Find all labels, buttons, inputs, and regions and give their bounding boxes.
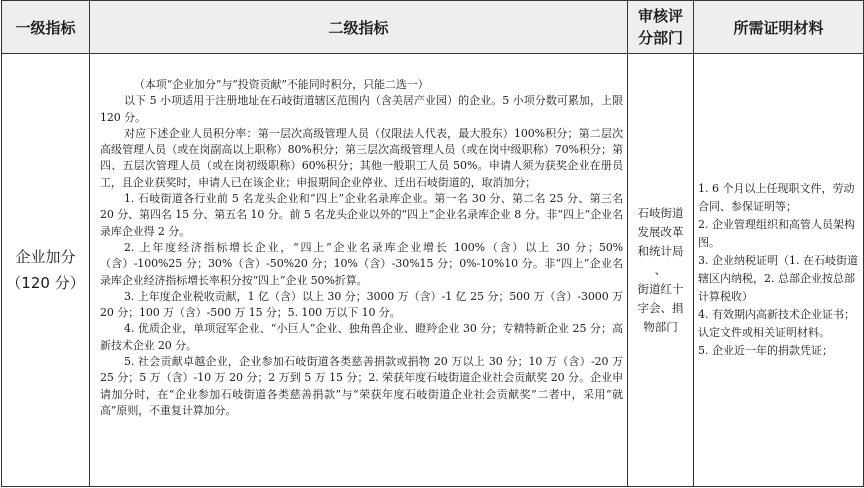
department-line: 和统计局 [637,243,684,258]
category-cell [2,54,90,487]
category-score: （120 分） [6,274,85,292]
header-secondary-indicator: 二级指标 [90,1,628,54]
header-required-materials: 所需证明材料 [694,1,864,54]
department-line: 、 [654,262,667,277]
material-item: 5. 企业近一年的捐款凭证； [698,344,833,357]
criterion-economic-growth: 2. 上年度经济指标增长企业，“四上”企业名录库企业增长 100%（含）以上 30 分；50%（含）-100%25 分；30%（含）-50%20 分；10%（含）-30%15 分；0%-10%10 分。非“四上”企业名录库企业经济指标增长率积分按“四上”企业 50%折算。 [100,240,623,287]
category-name: 企业加分 [15,248,76,266]
header-review-department-line: 审核评 [637,7,683,25]
criterion-quality-enterprise: 4. 优质企业，单项冠军企业、“小巨人”企业、独角兽企业、瞪羚企业 30 分；专精特新企业 25 分；高新技术企业 20 分。 [100,322,623,352]
material-item: 2. 企业管理组织和高管人员架构图。 [698,218,855,249]
header-primary-indicator: 一级指标 [2,1,90,54]
department-line: 发展改革 [637,224,684,239]
material-item: 4. 有效期内高新技术企业证书；认定文件或相关证明材料。 [698,308,855,339]
material-item: 1. 6 个月以上任现职文件，劳动合同、参保证明等； [698,182,855,213]
policy-table [1,0,864,487]
department-line: 物部门 [643,319,678,334]
department-line: 街道红十 [637,281,684,296]
exclusive-note: （本项“企业加分”与“投资贡献”不能同时积分，只能二选一） [134,78,429,91]
personnel-rate-paragraph: 对应下述企业人员积分率：第一层次高级管理人员（仅限法人代表，最大股东）100%积分；第二层次高级管理人员（或在岗副高以上职称）80%积分；第三层次高级管理人员（或在岗中级职称）70%积分；第四、五层次管理人员（或在岗初级职称）60%积分；其他一般职工人员 50%。申请人须为获奖企业在册员工，且企业获奖时，申请人已在该企业；申报期间企业停业、迁出石岐街道的，取消加分； [100,126,623,189]
detail-cell [90,54,628,487]
materials-cell [694,54,864,487]
criterion-tax-contribution: 3. 上年度企业税收贡献，1 亿（含）以上 30 分；3000 万（含）-1 亿 25 分；500 万（含）-3000 万 20 分；100 万（含）-500 万 15 分；5. 100 万以下 10 分。 [100,289,623,320]
material-item: 3. 企业纳税证明（1. 在石岐街道辖区内纳税，2. 总部企业按总部计算税收） [698,254,858,303]
department-cell [628,54,694,487]
header-review-department [628,1,694,54]
department-line: 石岐街道 [637,205,684,220]
table-row [2,54,864,487]
department-line: 字会、捐 [637,300,684,315]
scope-paragraph: 以下 5 小项适用于注册地址在石岐街道辖区范围内（含美居产业园）的企业。5 小项分数可累加，上限 120 分。 [100,94,623,124]
header-row [2,1,864,54]
criterion-leading-enterprise: 1. 石岐街道各行业前 5 名龙头企业和“四上”企业名录库企业。第一名 30 分、第二名 25 分、第三名 20 分、第四名 15 分、第五名 10 分。前 5 名龙头企业以外的“四上”企业名录库企业 8 分。非“四上”企业名录库企业得 2 分。 [100,192,623,238]
header-review-department-line: 分部门 [637,29,683,47]
criterion-social-contribution: 5. 社会贡献卓越企业，企业参加石岐街道各类慈善捐款或捐物 20 万以上 30 分；10 万（含）-20 万 25 分；5 万（含）-10 万 20 分；2 万到 5 万 15 分；2. 荣获年度石岐街道企业社会贡献奖 20 分。企业申请加分时，在“企业参加石岐街道各类慈善捐款”与“荣获年度石岐街道企业社会贡献奖”二者中，采用“就高”原则，不重复计算加分。 [100,355,623,417]
